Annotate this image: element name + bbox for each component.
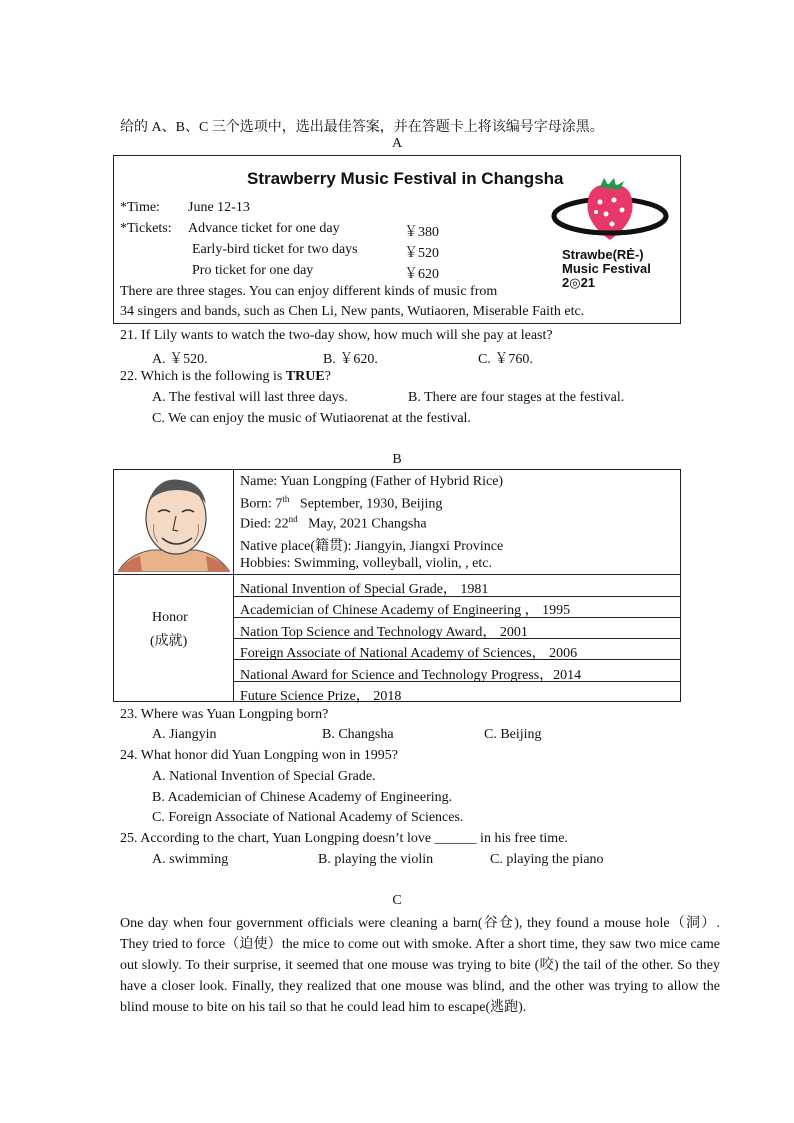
question-24-option[interactable]: C. Foreign Associate of National Academy of Sciences. — [152, 810, 464, 825]
strawberry-logo — [550, 178, 670, 254]
strawberry-planet-icon — [550, 178, 670, 254]
festival-title: Strawberry Music Festival in Changsha — [247, 169, 564, 188]
question-23-option[interactable]: C. Beijing — [484, 727, 542, 742]
tickets-label: *Tickets: — [120, 221, 172, 236]
question-22-option[interactable]: B. There are four stages at the festival. — [408, 390, 625, 405]
bio-born: Born: 7th September, 1930, Beijing — [240, 494, 443, 512]
question-21-option[interactable]: B. ￥620. — [323, 352, 378, 367]
question-24-option[interactable]: A. National Invention of Special Grade. — [152, 769, 376, 784]
question-21-option[interactable]: C. ￥760. — [478, 352, 533, 367]
question-23-option[interactable]: B. Changsha — [322, 727, 394, 742]
question-22-option[interactable]: C. We can enjoy the music of Wutiaorenat at the festival. — [152, 411, 471, 426]
question-25-option[interactable]: C. playing the piano — [490, 852, 604, 867]
honor-label: Honor — [152, 610, 188, 625]
festival-body-line: 34 singers and bands, such as Chen Li, New pants, Wutiaoren, Miserable Faith etc. — [120, 304, 585, 319]
question-21-stem: 21. If Lily wants to watch the two-day show, how much will she pay at least? — [120, 328, 553, 343]
question-21-option[interactable]: A. ￥520. — [152, 352, 208, 367]
question-24-stem: 24. What honor did Yuan Longping won in 1995? — [120, 748, 399, 763]
question-25-option[interactable]: B. playing the violin — [318, 852, 434, 867]
honor-label-cn: (成就) — [150, 634, 188, 649]
section-b-label: B — [392, 452, 402, 467]
portrait-sketch-icon — [118, 472, 230, 572]
bio-name: Name: Yuan Longping (Father of Hybrid Rice) — [240, 474, 504, 489]
honor-row: Foreign Associate of National Academy of Sciences， 2006 — [240, 646, 578, 661]
question-23-option[interactable]: A. Jiangyin — [152, 727, 217, 742]
bio-hobbies: Hobbies: Swimming, volleyball, violin, , etc. — [240, 556, 492, 571]
section-a-label: A — [391, 136, 403, 151]
ticket-name: Advance ticket for one day — [188, 221, 340, 236]
passage-c: One day when four government officials were cleaning a barn(谷仓), they found a mouse hole（洞）. They tried to force（迫使）the mice to come out with smoke. After a short time, they saw two mice came out slowly. To their surprise, it seemed that one mouse was trying to bite (咬) the tail of the other. So they have a closer look. Finally, they realized that one mouse was blind, and the other was trying to allow the blind mouse to bite on his tail so that he could lead him to escape(逃跑). — [120, 916, 720, 1015]
ticket-price: ￥380 — [404, 225, 439, 240]
time-value: June 12-13 — [188, 200, 250, 215]
festival-box — [113, 155, 681, 324]
festival-body-line: There are three stages. You can enjoy different kinds of music from — [120, 284, 498, 299]
ticket-name: Early-bird ticket for two days — [192, 242, 358, 257]
honor-row: Academician of Chinese Academy of Engineering ， 1995 — [240, 603, 571, 618]
question-22-stem: 22. Which is the following is TRUE? — [120, 369, 331, 384]
honor-row: Nation Top Science and Technology Award， 2001 — [240, 625, 528, 640]
ticket-price: ￥620 — [404, 267, 439, 282]
instructions: 给的 A、B、C 三个选项中，选出最佳答案，并在答题卡上将该编号字母涂黑。 — [120, 120, 604, 135]
bio-native-place: Native place(籍贯): Jiangyin, Jiangxi Province — [240, 539, 504, 554]
question-24-option[interactable]: B. Academician of Chinese Academy of Engineering. — [152, 790, 453, 805]
honor-row: National Award for Science and Technology Progress，2014 — [240, 668, 582, 683]
ticket-name: Pro ticket for one day — [192, 263, 314, 278]
honor-row: Future Science Prize， 2018 — [240, 689, 402, 704]
question-25-option[interactable]: A. swimming — [152, 852, 229, 867]
question-23-stem: 23. Where was Yuan Longping born? — [120, 707, 329, 722]
bio-died: Died: 22nd May, 2021 Changsha — [240, 514, 427, 532]
portrait — [118, 472, 230, 572]
section-c-label: C — [392, 893, 402, 908]
logo-line: Music Festival — [562, 261, 651, 276]
question-25-stem: 25. According to the chart, Yuan Longping doesn’t love ______ in his free time. — [120, 831, 568, 846]
time-label: *Time: — [120, 200, 160, 215]
ticket-price: ￥520 — [404, 246, 439, 261]
logo-line: Strawbe(RĖ-) — [562, 247, 644, 262]
question-22-option[interactable]: A. The festival will last three days. — [152, 390, 348, 405]
logo-line: 2◎21 — [562, 275, 596, 290]
honor-row: National Invention of Special Grade， 1981 — [240, 582, 489, 597]
